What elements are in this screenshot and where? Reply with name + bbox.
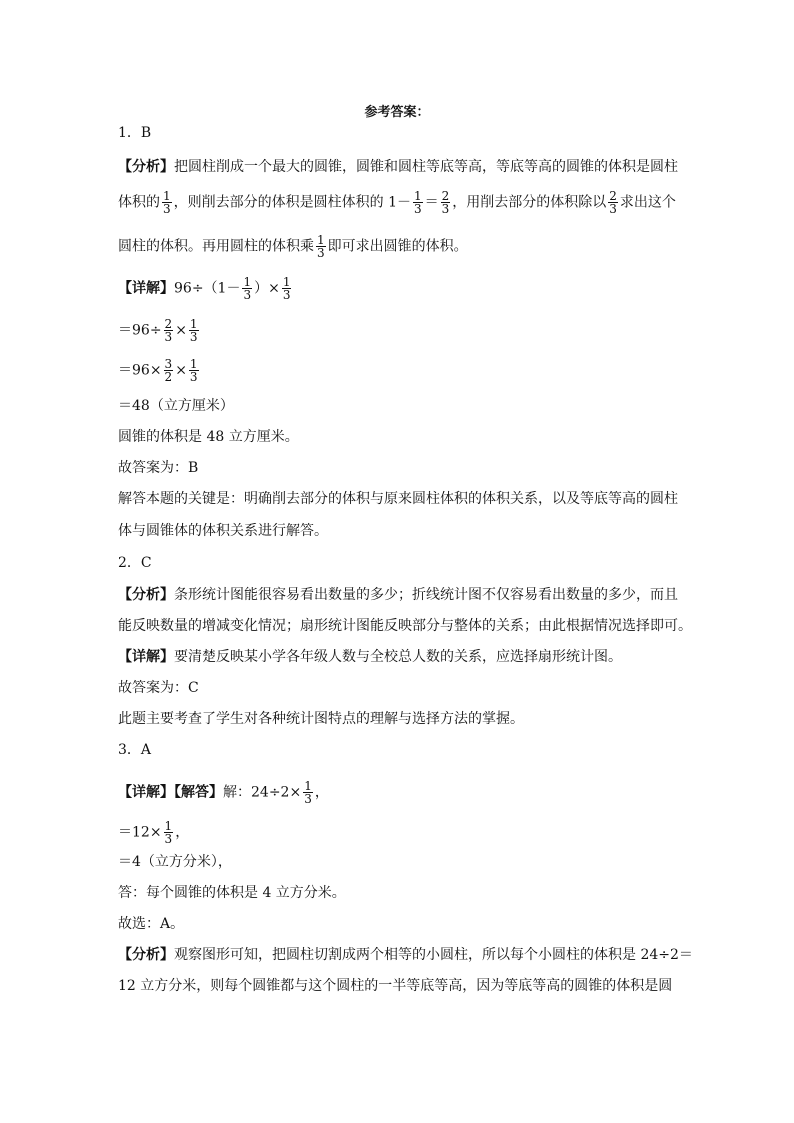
q3-analysis-line1 [118,946,693,964]
q1-step2 [118,358,201,383]
q3-choice: 故选：A。 [118,916,185,932]
q3-step2: ＝4（立方分米）， [118,854,232,870]
q2-analysis-line2: 能反映数量的增减变化情况；扇形统计图能反映部分与整体的关系；由此根据情况选择即可。 [118,618,692,634]
q3-step1-a: ＝12× [118,824,162,841]
fraction-numerator: 1 [189,357,198,371]
q1-conclusion: 圆锥的体积是 48 立方厘米。 [118,429,299,445]
q1-analysis-text2a: 体积的 [118,194,160,211]
q3-analysis-line2: 12 立方分米，则每个圆锥都与这个圆柱的一半等底等高，因为等底等高的圆锥的体积是圆 [118,978,673,994]
fraction-three-halves [164,358,174,383]
fraction-one-third [316,234,326,259]
q2-analysis-text1: 条形统计图能很容易看出数量的多少；折线统计图不仅容易看出数量的多少，而且 [174,587,678,603]
q1-number: 1．B [118,125,152,141]
fraction-denominator: 3 [189,330,198,344]
q3-analysis-text1: 观察图形可知，把圆柱切割成两个相等的小圆柱，所以每个小圆柱的体积是 24÷2＝ [174,947,693,963]
fraction-one-third [413,190,423,215]
q1-analysis-text3b: 即可求出圆锥的体积。 [327,238,468,255]
q1-analysis-tag: 【分析】 [118,159,174,175]
q1-step3: ＝48（立方厘米） [118,398,234,414]
fraction-one-third [189,358,199,383]
q1-key-line1: 解答本题的关键是：明确削去部分的体积与原来圆柱体积的体积关系，以及等底等高的圆柱 [118,491,678,507]
q1-step1-b: × [175,322,187,339]
fraction-one-third [242,276,252,301]
q2-detail-line [118,648,622,666]
fraction-denominator: 3 [441,202,450,216]
q1-step1-a: ＝96÷ [118,322,162,339]
fraction-numerator: 3 [164,357,173,371]
fraction-denominator: 3 [282,288,291,302]
q2-detail-tag: 【详解】 [118,649,174,665]
fraction-denominator: 3 [243,288,252,302]
q2-summary: 此题主要考查了学生对各种统计图特点的理解与选择方法的掌握。 [118,711,524,727]
q1-detail-expr-a: 96÷（1－ [174,280,241,297]
fraction-numerator: 1 [317,233,325,247]
fraction-denominator: 3 [189,370,198,384]
fraction-two-thirds [164,318,174,343]
q1-answer: 故答案为：B [118,460,199,476]
q3-step1 [118,820,189,845]
fraction-one-third [162,190,172,215]
q3-step1-b: ， [175,824,190,841]
fraction-one-third [303,780,313,805]
q1-analysis-text3a: 圆柱的体积。再用圆柱的体积乘 [118,238,314,255]
q1-step2-b: × [175,362,187,379]
q1-analysis-text2d: ，用削去部分的体积除以 [452,194,607,211]
fraction-denominator: 3 [304,792,312,806]
q1-analysis-line3 [118,234,468,259]
fraction-denominator: 3 [163,202,171,216]
q3-number: 3．A [118,742,152,758]
page-title: 参考答案： [364,105,430,120]
q1-key-line2: 体与圆锥体的体积关系进行解答。 [118,523,328,539]
q1-analysis-text1: 把圆柱削成一个最大的圆锥，圆锥和圆柱等底等高，等底等高的圆锥的体积是圆柱 [174,159,678,175]
fraction-denominator: 2 [164,370,173,384]
q2-number: 2．C [118,555,152,571]
q3-reply: 答：每个圆锥的体积是 4 立方分米。 [118,885,346,901]
fraction-two-thirds [441,190,451,215]
fraction-numerator: 1 [414,189,422,203]
fraction-one-third [189,318,199,343]
q1-analysis-text2c: ＝ [424,194,439,211]
fraction-numerator: 2 [441,189,450,203]
q3-analysis-tag: 【分析】 [118,947,174,963]
fraction-one-third [282,276,292,301]
fraction-numerator: 1 [164,819,173,833]
fraction-denominator: 3 [317,246,325,260]
q2-analysis-line1 [118,586,678,604]
q3-detail-tag: 【详解】【解答】 [118,784,223,801]
q2-analysis-tag: 【分析】 [118,587,174,603]
q1-analysis-text2e: 求出这个 [619,194,676,211]
fraction-numerator: 2 [164,317,173,331]
q1-analysis-line1 [118,158,678,176]
fraction-denominator: 3 [414,202,422,216]
fraction-numerator: 1 [304,779,312,793]
fraction-numerator: 1 [282,275,291,289]
fraction-one-third [164,820,174,845]
fraction-denominator: 3 [164,330,173,344]
fraction-two-thirds [608,190,618,215]
q1-detail-tag: 【详解】 [118,280,174,297]
q1-analysis-text2b: ，则削去部分的体积是圆柱体积的 1－ [173,194,411,211]
q3-detail-expr-b: ， [314,784,329,801]
q3-detail-expr-a: 解：24÷2× [223,784,302,801]
fraction-numerator: 1 [243,275,252,289]
fraction-denominator: 3 [164,832,173,846]
q2-answer: 故答案为：C [118,680,199,696]
q1-analysis-line2 [118,190,676,215]
q1-detail-line [118,276,293,301]
q1-detail-expr-b: ）× [254,280,280,297]
q1-step1 [118,318,201,343]
fraction-numerator: 1 [189,317,198,331]
fraction-denominator: 3 [609,202,617,216]
q3-detail-line [118,780,329,805]
q1-step2-a: ＝96× [118,362,162,379]
fraction-numerator: 2 [609,189,617,203]
q2-detail-text: 要清楚反映某小学各年级人数与全校总人数的关系，应选择扇形统计图。 [174,649,622,665]
fraction-numerator: 1 [163,189,171,203]
